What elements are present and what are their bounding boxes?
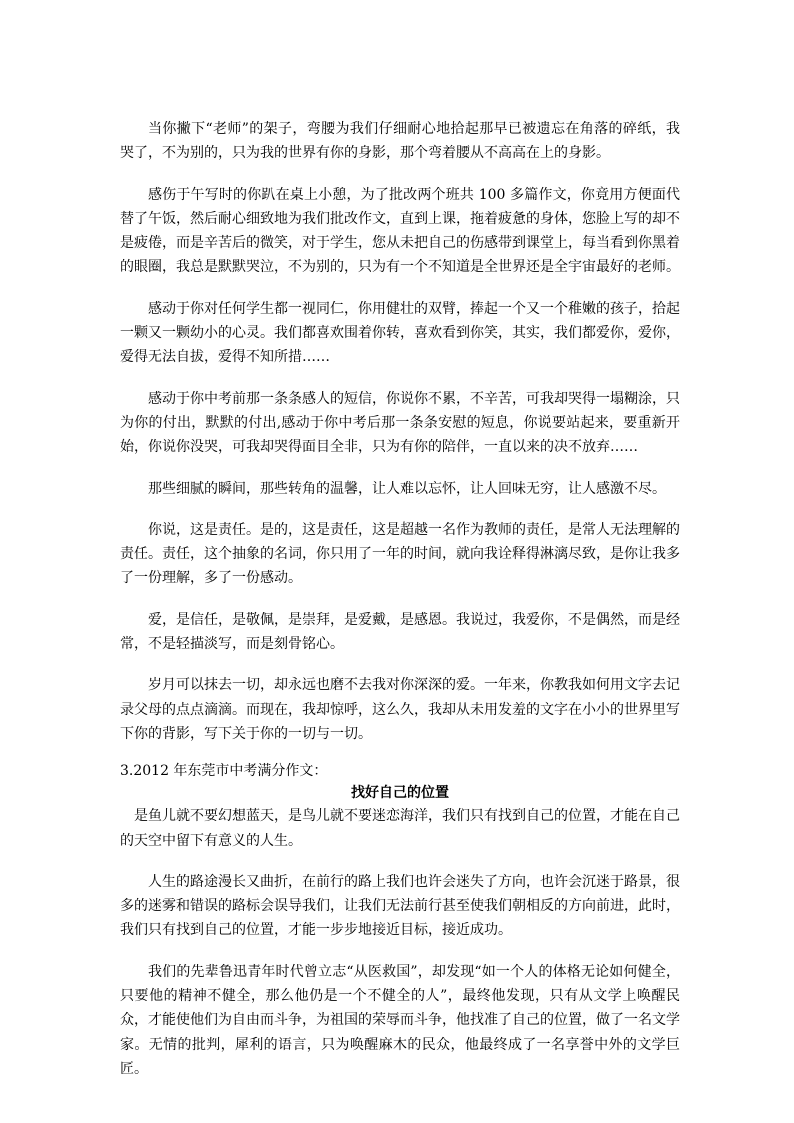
paragraph: 你说，这是责任。是的，这是责任，这是超越一名作为教师的责任，是常人无法理解的责任。责任，这个抽象的名词，你只用了一年的时间，就向我诠释得淋漓尽致，是你让我多了一份理解，多了一份感动。: [120, 521, 680, 587]
essay-title: 找好自己的位置: [351, 785, 449, 802]
section-heading: 3.2012 年东莞市中考满分作文：: [120, 763, 328, 780]
paragraph: 是鱼儿就不要幻想蓝天，是鸟儿就不要迷恋海洋，我们只有找到自己的位置，才能在自己的天空中留下有意义的人生。: [120, 808, 680, 849]
paragraph: 感动于你对任何学生都一视同仁，你用健壮的双臂，捧起一个又一个稚嫩的孩子，拾起一颗又一颗幼小的心灵。我们都喜欢围着你转，喜欢看到你笑，其实，我们都爱你，爱你，爱得无法自拔，爱得不知所措……: [120, 300, 680, 366]
paragraph: 当你撇下“老师”的架子，弯腰为我们仔细耐心地拾起那早已被遗忘在角落的碎纸，我哭了，不为别的，只为我的世界有你的身影，那个弯着腰从不高高在上的身影。: [120, 121, 680, 162]
paragraph: 我们的先辈鲁迅青年时代曾立志“从医救国”，却发现“如一个人的体格无论如何健全，只要他的精神不健全，那么他仍是一个不健全的人”，最终他发现，只有从文学上唤醒民众，才能使他们为自由而斗争，为祖国的荣辱而斗争，他找准了自己的位置，做了一名文学家。无情的批判，犀利的语言，只为唤醒麻木的民众，他最终成了一名享誉中外的文学巨匠。: [120, 963, 680, 1077]
paragraph: 岁月可以抹去一切，却永远也磨不去我对你深深的爱。一年来，你教我如何用文字去记录父母的点点滴滴。而现在，我却惊呼，这么久，我却从未用发羞的文字在小小的世界里写下你的背影，写下关于你的一切与一切。: [120, 677, 680, 742]
document-page: [120, 117, 680, 1081]
paragraph: 感动于你中考前那一条条感人的短信，你说你不累，不辛苦，可我却哭得一塌糊涂，只为你的付出，默默的付出,感动于你中考后那一条条安慰的短息，你说要站起来，要重新开始，你说你没哭，可我却哭得面目全非，只为有你的陪伴，一直以来的决不放弃……: [120, 390, 680, 456]
paragraph: 感伤于午写时的你趴在桌上小憩，为了批改两个班共 100 多篇作文，你竟用方便面代替了午饭，然后耐心细致地为我们批改作文，直到上课，拖着疲惫的身体，您脸上写的却不是疲倦，而是辛苦后的微笑，对于学生，您从未把自己的伤感带到课堂上，每当看到你黑着的眼圈，我总是默默哭泣，不为别的，只为有一个不知道是全世界还是全宇宙最好的老师。: [120, 186, 680, 276]
paragraph: 爱，是信任，是敬佩，是崇拜，是爱戴，是感恩。我说过，我爱你，不是偶然，而是经常，不是轻描淡写，而是刻骨铭心。: [120, 611, 680, 653]
paragraph: 人生的路途漫长又曲折，在前行的路上我们也许会迷失了方向，也许会沉迷于路景，很多的迷雾和错误的路标会误导我们，让我们无法前行甚至使我们朝相反的方向前进，此时，我们只有找到自己的位置，才能一步步地接近目标，接近成功。: [120, 873, 680, 939]
paragraph: 那些细腻的瞬间，那些转角的温馨，让人难以忘怀，让人回味无穷，让人感激不尽。: [148, 480, 666, 497]
